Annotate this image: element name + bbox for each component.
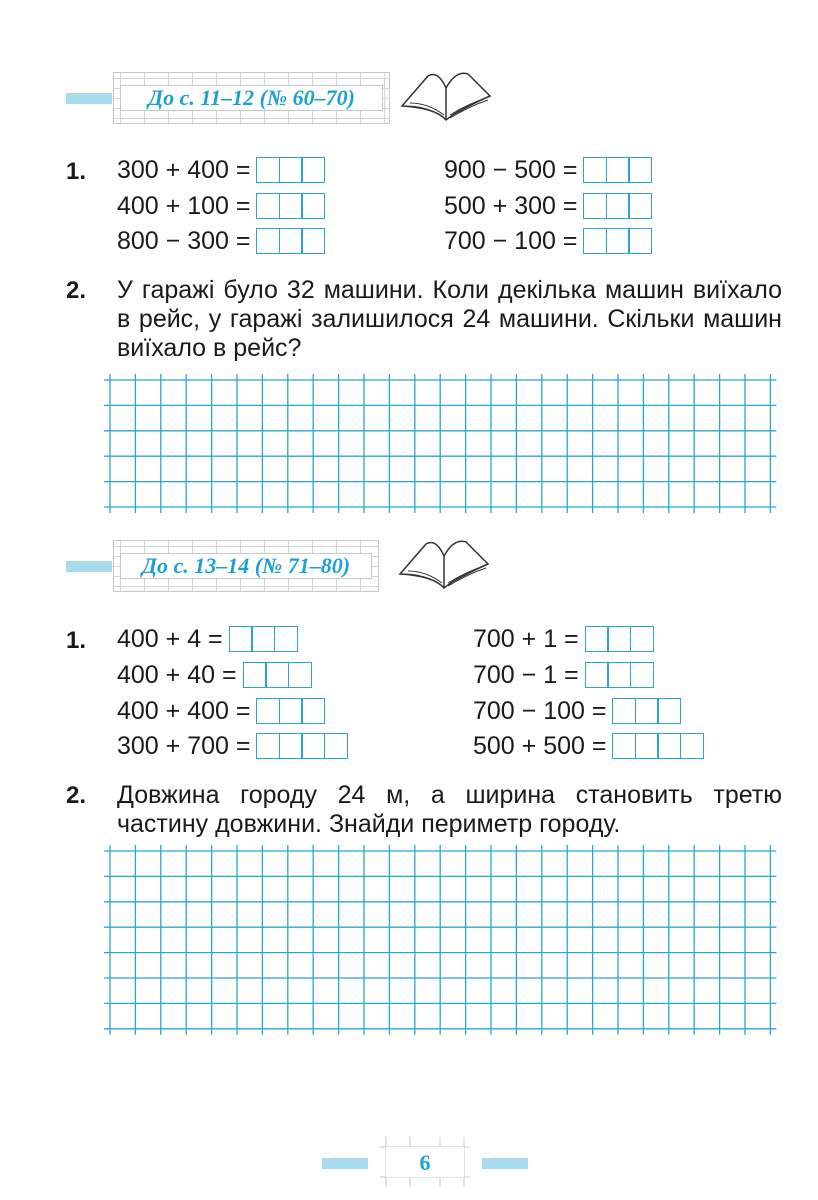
footer-decor-bar [322,1158,368,1169]
word-problem: У гаражі було 32 машини. Коли декілька машин виїхало в рейс, у гаражі залишилося 24 машини. Скільки машин виїхало в рейс? [117,276,782,362]
equation-text: 400 + 4 = [117,625,223,653]
answer-boxes[interactable] [612,698,681,724]
task-number: 1. [66,627,87,654]
equation-text: 900 − 500 = [444,156,578,184]
answer-boxes[interactable] [585,662,654,688]
answer-boxes[interactable] [256,228,325,254]
answer-boxes[interactable] [612,733,704,759]
equation-text: 500 + 500 = [473,732,607,760]
section-header-2 [113,540,379,592]
answer-boxes[interactable] [583,193,652,219]
equation-row [444,155,652,185]
task-number: 1. [66,158,87,185]
answer-boxes[interactable] [256,733,348,759]
equation-text: 500 + 300 = [444,192,578,220]
equation-text: 400 + 40 = [117,661,237,689]
answer-boxes[interactable] [583,157,652,183]
section-header-1 [113,72,390,124]
section-header-1-label: До с. 11–12 (№ 60–70) [120,85,383,111]
equation-row [117,226,325,256]
equation-row [444,191,652,221]
equation-row [473,660,654,690]
answer-boxes[interactable] [229,626,298,652]
equation-text: 700 − 100 = [444,227,578,255]
equation-text: 300 + 700 = [117,732,251,760]
task-number: 2. [66,277,87,304]
word-problem: Довжина городу 24 м, а ширина становить третю частину довжини. Знайди периметр городу. [117,781,782,838]
equation-row [117,660,312,690]
equation-text: 800 − 300 = [117,227,251,255]
answer-boxes[interactable] [256,157,325,183]
answer-grid[interactable] [104,374,784,520]
equation-row [444,226,652,256]
equation-row [117,696,325,726]
answer-boxes[interactable] [583,228,652,254]
equation-text: 700 − 100 = [473,697,607,725]
answer-boxes[interactable] [256,698,325,724]
open-book-icon [398,66,494,122]
header-decor-bar [66,561,112,572]
footer-decor-bar [482,1158,528,1169]
equation-row [117,624,298,654]
equation-text: 700 − 1 = [473,661,579,689]
answer-grid[interactable] [104,845,784,1041]
equation-row [117,155,325,185]
equation-text: 400 + 100 = [117,192,251,220]
answer-boxes[interactable] [585,626,654,652]
header-decor-bar [66,93,112,104]
task-number: 2. [66,782,87,809]
equation-text: 400 + 400 = [117,697,251,725]
equation-row [473,696,681,726]
equation-row [473,731,704,761]
open-book-icon [396,534,492,590]
page-number: 6 [419,1150,431,1175]
equation-text: 700 + 1 = [473,625,579,653]
equation-row [117,731,348,761]
equation-row [117,191,325,221]
equation-text: 300 + 400 = [117,156,251,184]
equation-row [473,624,654,654]
answer-boxes[interactable] [256,193,325,219]
section-header-2-label: До с. 13–14 (№ 71–80) [120,553,372,579]
answer-boxes[interactable] [243,662,312,688]
